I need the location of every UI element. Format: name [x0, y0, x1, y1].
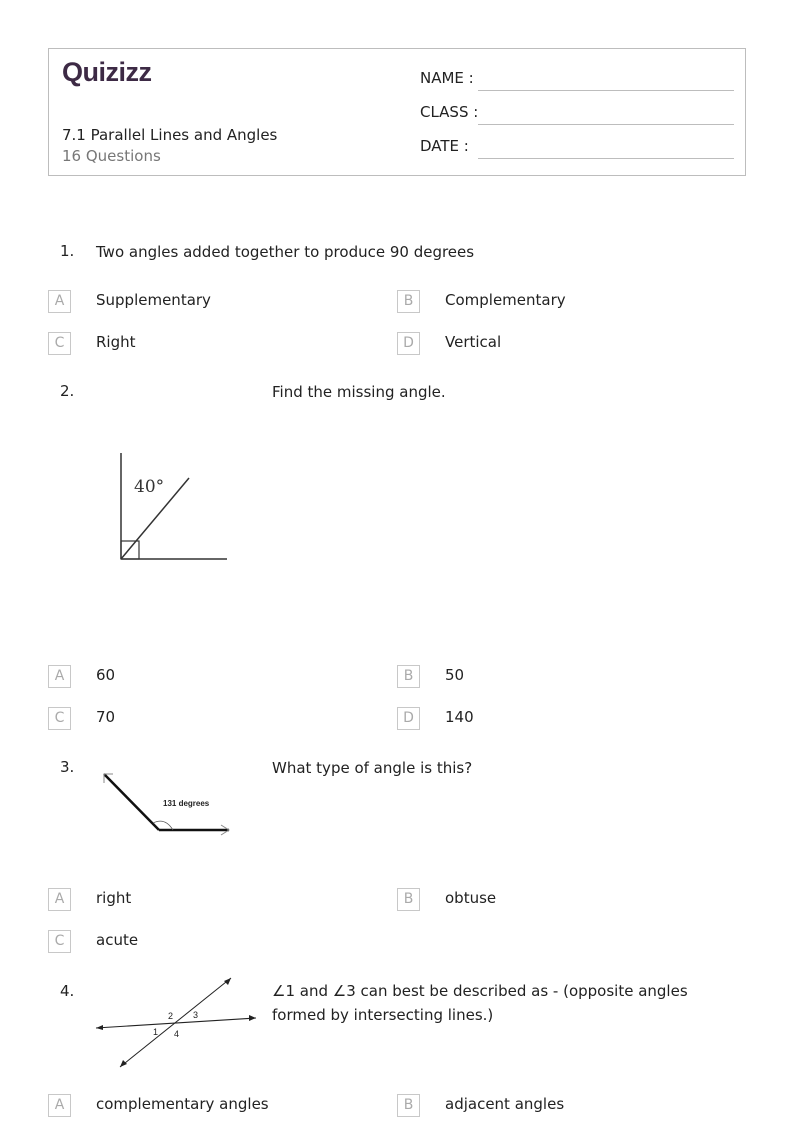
option-letter[interactable]: B	[397, 1094, 420, 1117]
option-text: 70	[96, 708, 116, 726]
option-text: Right	[96, 333, 136, 351]
name-line[interactable]	[478, 90, 734, 91]
angle-label: 131 degrees	[163, 799, 210, 808]
option-text: right	[96, 889, 132, 907]
angle-label-2: 2	[168, 1011, 174, 1021]
intersecting-lines-figure	[90, 970, 265, 1070]
question-text: Two angles added together to produce 90 degrees	[96, 243, 475, 261]
date-line[interactable]	[478, 158, 734, 159]
option-text: acute	[96, 931, 139, 949]
option-text: 140	[445, 708, 474, 726]
angle-label-1: 1	[153, 1027, 159, 1037]
option-text: adjacent angles	[445, 1095, 565, 1113]
option-letter[interactable]: C	[48, 930, 71, 953]
option-letter[interactable]: B	[397, 888, 420, 911]
option-text: 50	[445, 666, 465, 684]
option-text: obtuse	[445, 889, 497, 907]
obtuse-angle-figure	[95, 765, 240, 840]
class-label: CLASS :	[420, 103, 479, 121]
option-letter[interactable]: D	[397, 332, 420, 355]
quizizz-logo: Quizizz	[62, 57, 152, 87]
question-count: 16 Questions	[62, 147, 161, 165]
option-text: Complementary	[445, 291, 566, 309]
option-letter[interactable]: B	[397, 665, 420, 688]
option-letter[interactable]: A	[48, 290, 71, 313]
option-letter[interactable]: A	[48, 665, 71, 688]
worksheet-title: 7.1 Parallel Lines and Angles	[62, 126, 278, 144]
option-letter[interactable]: C	[48, 332, 71, 355]
option-letter[interactable]: C	[48, 707, 71, 730]
option-text: Supplementary	[96, 291, 211, 309]
option-text: Vertical	[445, 333, 502, 351]
angle-label-3: 3	[193, 1010, 199, 1020]
option-text: 60	[96, 666, 116, 684]
name-label: NAME :	[420, 69, 474, 87]
question-text: ∠1 and ∠3 can best be described as - (opposite angles formed by intersecting lines.)	[272, 982, 688, 1024]
question-number: 1.	[60, 242, 75, 260]
option-letter[interactable]: A	[48, 888, 71, 911]
angle-label-4: 4	[174, 1029, 180, 1039]
option-letter[interactable]: A	[48, 1094, 71, 1117]
class-line[interactable]	[478, 124, 734, 125]
question-text: What type of angle is this?	[272, 759, 473, 777]
right-angle-figure	[110, 445, 240, 570]
angle-label: 40°	[134, 477, 165, 497]
option-letter[interactable]: D	[397, 707, 420, 730]
question-number: 4.	[60, 982, 75, 1000]
date-label: DATE :	[420, 137, 469, 155]
question-number: 2.	[60, 382, 75, 400]
question-text: Find the missing angle.	[272, 383, 446, 401]
option-text: complementary angles	[96, 1095, 269, 1113]
question-number: 3.	[60, 758, 75, 776]
option-letter[interactable]: B	[397, 290, 420, 313]
worksheet-header	[48, 48, 746, 176]
